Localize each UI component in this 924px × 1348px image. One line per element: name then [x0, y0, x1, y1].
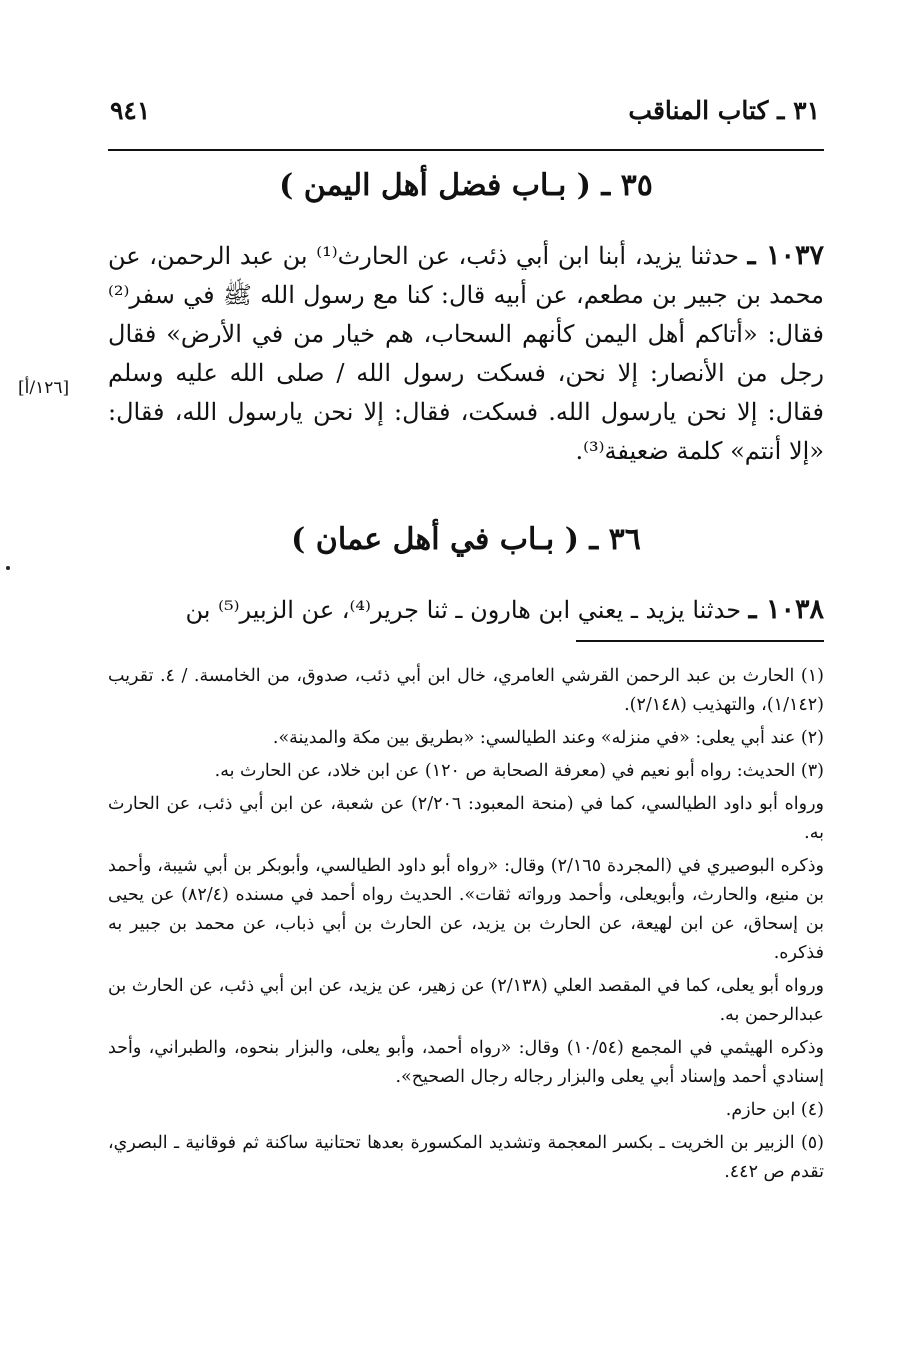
chapter-heading-35: ٣٥ ـ ( بـاب فضل أهل اليمن )	[279, 168, 653, 203]
footnotes	[108, 662, 824, 1191]
footnote-3-continued: وذكره الهيثمي في المجمع (١٠/٥٤) وقال: «رواه أحمد، وأبو يعلى، والبزار بنحوه، والطبراني، وأحد إسنادي أحمد وإسناد أبي يعلى والبزار رجاله رجال الصحيح».	[108, 1038, 824, 1087]
hadith-1037	[108, 236, 824, 471]
hadith-text: حدثنا يزيد، أبنا ابن أبي ذئب، عن الحارث⁽¹⁾ بن عبد الرحمن، عن محمد بن جبير بن مطعم، عن أبيه قال: كنا مع رسول الله ﷺ في سفر⁽²⁾ فقال: «أتاكم أهل اليمن كأنهم السحاب، هم خيار من في الأرض» فقال رجل من الأنصار: إلا نحن، فسكت رسول الله / صلى الله عليه وسلم فقال: إلا نحن يارسول الله. فسكت، فقال: إلا نحن يارسول الله، فقال: «إلا أنتم» كلمة ضعيفة⁽³⁾.	[108, 242, 824, 465]
footnote-5: (٥) الزبير بن الخريت ـ بكسر المعجمة وتشديد المكسورة بعدها تحتانية ساكنة ثم فوقانية ـ البصري، تقدم ص ٤٤٢.	[108, 1133, 824, 1182]
footnote-3-continued: وذكره البوصيري في (المجردة ٢/١٦٥) وقال: «رواه أبو داود الطيالسي، وأبوبكر بن أبي شيبة، وأحمد بن منيع، والحارث، وأبويعلى، وأحمد ورواته ثقات». الحديث رواه أحمد في مسنده (٨٢/٤) عن يحيى بن إسحاق، عن ابن لهيعة، عن الحارث بن يزيد، عن الحارث بن أبي ذباب، عن محمد بن جبير به فذكره.	[108, 856, 824, 963]
hadith-number: ١٠٣٧ ـ	[747, 240, 824, 271]
footnote-rule	[576, 640, 824, 642]
footnote-3-continued: ورواه أبو داود الطيالسي، كما في (منحة المعبود: ٢/٢٠٦) عن شعبة، عن ابن أبي ذئب، عن الحارث به.	[108, 794, 824, 843]
hadith-number: ١٠٣٨ ـ	[748, 594, 824, 625]
footnote-4: (٤) ابن حازم.	[725, 1100, 824, 1120]
scan-speck	[6, 566, 10, 570]
margin-note: [١٢٦/أ]	[18, 378, 70, 398]
chapter-heading-36: ٣٦ ـ ( بـاب في أهل عمان )	[291, 522, 641, 557]
footnote-2: (٢) عند أبي يعلى: «في منزله» وعند الطيالسي: «بطريق بين مكة والمدينة».	[272, 728, 824, 748]
hadith-1038	[108, 590, 824, 630]
hadith-text: حدثنا يزيد ـ يعني ابن هارون ـ ثنا جرير⁽⁴⁾، عن الزبير⁽⁵⁾ بن	[185, 596, 742, 624]
footnote-3: (٣) الحديث: رواه أبو نعيم في (معرفة الصحابة ص ١٢٠) عن ابن خلاد، عن الحارث به.	[214, 761, 824, 781]
footnote-1: (١) الحارث بن عبد الرحمن القرشي العامري، خال ابن أبي ذئب، صدوق، من الخامسة. / ٤. تقريب (١/١٤٢)، والتهذيب (٢/١٤٨).	[108, 666, 824, 715]
header-rule	[108, 149, 824, 151]
running-title: ٣١ ـ كتاب المناقب	[628, 96, 820, 125]
footnote-3-continued: ورواه أبو يعلى، كما في المقصد العلي (٢/١٣٨) عن زهير، عن يزيد، عن ابن أبي ذئب، عن الحارث بن عبدالرحمن به.	[108, 976, 824, 1025]
page-number: ٩٤١	[110, 96, 151, 125]
